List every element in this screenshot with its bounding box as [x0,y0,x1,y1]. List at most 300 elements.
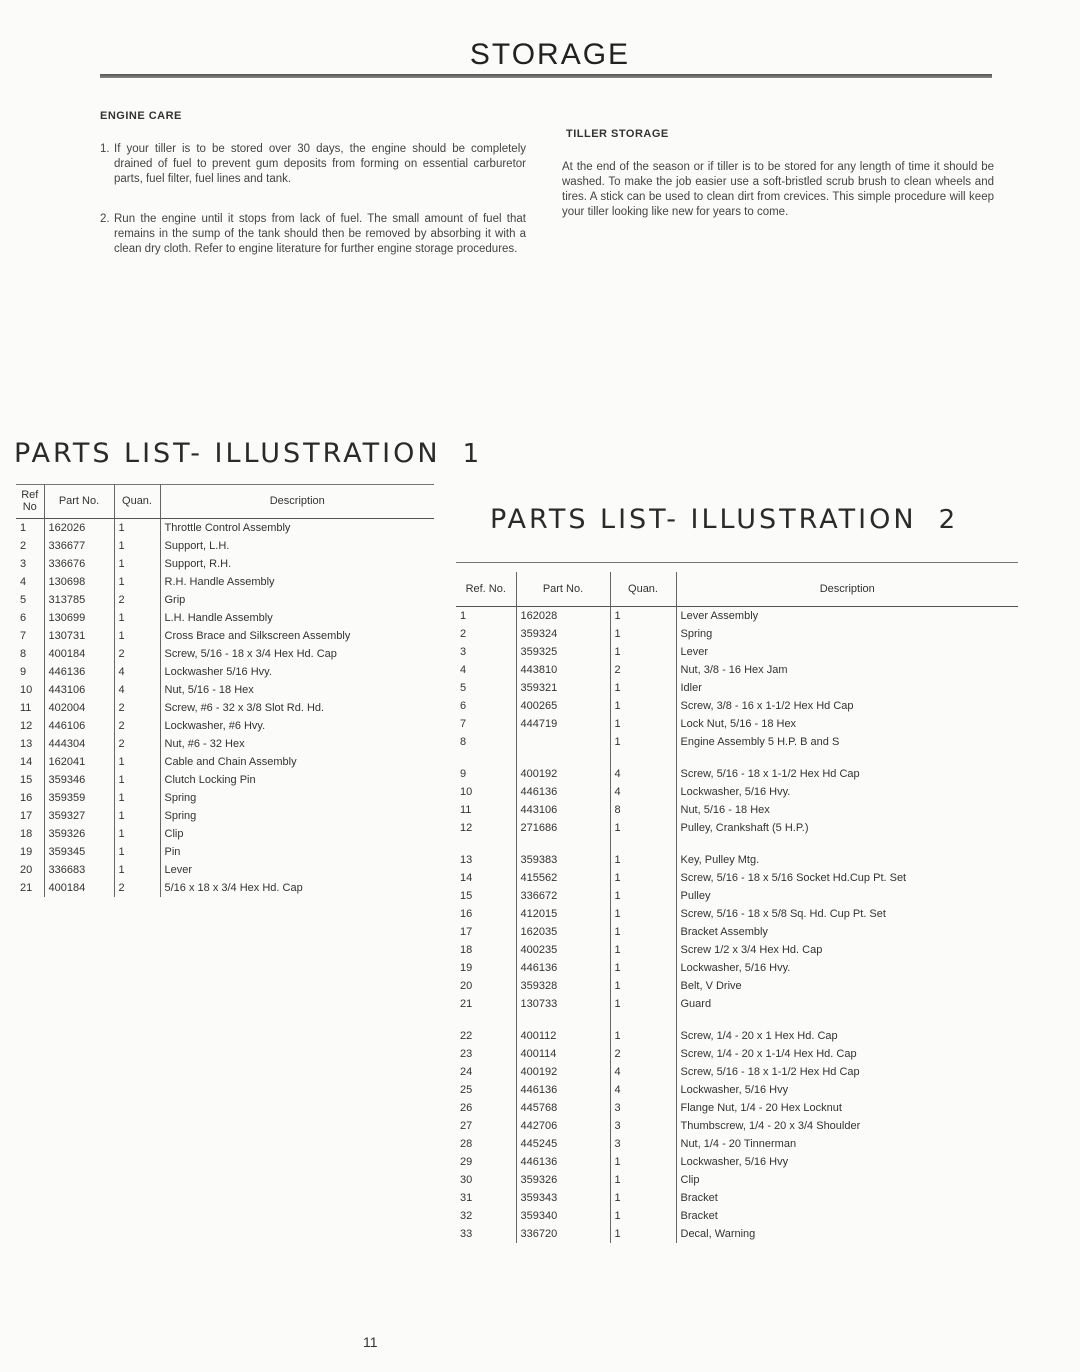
part-part-cell: 446106 [44,717,114,735]
part-ref-cell: 6 [16,609,44,627]
part-desc-cell: Bracket Assembly [680,926,768,938]
parts-list-2-row [456,765,1018,783]
part-quan-cell: 1 [610,959,676,977]
parts-list-2-title-text: PARTS LIST- ILLUSTRATION [490,504,917,535]
parts-list-2-row [456,643,1018,661]
parts-list-1-row [16,699,434,717]
part-desc-cell: Idler [680,682,702,694]
part-ref-cell: 33 [456,1225,516,1243]
parts-list-1-row [16,555,434,573]
part-quan-cell: 2 [610,661,676,679]
part-part-cell: 446136 [516,959,610,977]
parts-list-2-row [456,783,1018,801]
part-part-cell: 443810 [516,661,610,679]
parts-list-2-row [456,995,1018,1013]
part-part-cell: 446136 [516,1153,610,1171]
part-ref-cell: 27 [456,1117,516,1135]
part-ref-cell: 21 [16,879,44,897]
part-ref-cell: 19 [456,959,516,977]
part-desc-cell: Thumbscrew, 1/4 - 20 x 3/4 Shoulder [680,1120,861,1132]
part-ref-cell: 11 [16,699,44,717]
parts-list-2-row [456,1081,1018,1099]
part-ref-cell: 1 [16,519,44,538]
part-part-cell: 271686 [516,819,610,837]
part-ref-cell: 10 [456,783,516,801]
part-desc-cell: Pulley, Crankshaft (5 H.P.) [680,822,809,834]
part-desc-cell: Lockwasher 5/16 Hvy. [164,666,272,678]
part-part-cell: 336720 [516,1225,610,1243]
part-desc-cell: Cross Brace and Silkscreen Assembly [164,630,351,642]
part-quan-cell: 1 [610,679,676,697]
part-desc-cell: Nut, 1/4 - 20 Tinnerman [680,1138,797,1150]
parts-list-1-row [16,843,434,861]
parts-list-2-row [456,661,1018,679]
parts-list-2-row [456,851,1018,869]
part-quan-cell: 1 [114,519,160,538]
parts-list-1-table [16,484,434,897]
part-ref-cell: 12 [16,717,44,735]
parts-list-2-row [456,1045,1018,1063]
parts-list-1-row [16,717,434,735]
part-part-cell: 336676 [44,555,114,573]
part-part-cell: 359328 [516,977,610,995]
parts-list-2-row [456,1135,1018,1153]
parts-list-2-title [490,504,958,535]
part-quan-cell: 1 [114,807,160,825]
part-part-cell: 359383 [516,851,610,869]
part-quan-cell: 4 [114,663,160,681]
part-quan-cell: 1 [610,977,676,995]
part-part-cell: 445768 [516,1099,610,1117]
engine-care-item-1 [100,142,526,187]
parts-list-1-row [16,789,434,807]
part-quan-cell: 1 [114,753,160,771]
part-desc-cell: Flange Nut, 1/4 - 20 Hex Locknut [680,1102,842,1114]
parts-list-1-row [16,879,434,897]
part-desc-cell: Lock Nut, 5/16 - 18 Hex [680,718,797,730]
parts-list-1-row [16,771,434,789]
part-part-cell: 162028 [516,607,610,626]
part-desc-cell: Screw, #6 - 32 x 3/8 Slot Rd. Hd. [164,702,325,714]
part-desc-cell: Spring [164,810,197,822]
part-quan-cell: 1 [114,825,160,843]
part-desc-cell: Pin [164,846,181,858]
part-quan-cell: 1 [610,733,676,751]
part-quan-cell: 1 [610,643,676,661]
part-part-cell: 162026 [44,519,114,538]
part-desc-cell: Key, Pulley Mtg. [680,854,760,866]
part-desc-cell: Lever [164,864,193,876]
parts-list-1-row [16,825,434,843]
part-ref-cell: 23 [456,1045,516,1063]
part-quan-cell: 1 [610,887,676,905]
engine-care-item-2-text: Run the engine until it stops from lack of fuel. The small amount of fuel that remains in the sump of the tank should then be removed by absorbing it with a clean dry cloth. Refer to engine literature for further engine storage procedures. [114,213,526,255]
engine-care-item-2 [100,212,526,257]
part-quan-cell: 1 [610,607,676,626]
part-quan-cell: 1 [610,923,676,941]
part-desc-cell: Belt, V Drive [680,980,742,992]
part-part-cell: 400112 [516,1027,610,1045]
part-quan-cell: 1 [610,1153,676,1171]
parts-list-2-row [456,697,1018,715]
parts-list-1-row [16,537,434,555]
part-desc-cell: Grip [164,594,186,606]
part-ref-cell: 16 [16,789,44,807]
part-desc-cell: R.H. Handle Assembly [164,576,275,588]
parts-list-1-header-ref: Ref No [16,484,44,519]
part-desc-cell: Screw, 5/16 - 18 x 1-1/2 Hex Hd Cap [680,1066,860,1078]
tiller-storage-heading: TILLER STORAGE [566,128,669,140]
part-ref-cell: 5 [456,679,516,697]
part-ref-cell: 8 [456,733,516,751]
part-part-cell: 445245 [516,1135,610,1153]
parts-list-1-row [16,609,434,627]
part-desc-cell: Lockwasher, 5/16 Hvy. [680,962,791,974]
part-quan-cell: 1 [610,1027,676,1045]
engine-care-item-2-num: 2. [100,213,110,225]
part-ref-cell: 19 [16,843,44,861]
part-ref-cell: 8 [16,645,44,663]
part-part-cell: 359345 [44,843,114,861]
part-quan-cell: 1 [114,573,160,591]
parts-list-2-row [456,905,1018,923]
part-ref-cell: 13 [456,851,516,869]
parts-list-2-number: 2 [938,505,959,535]
part-part-cell: 359346 [44,771,114,789]
part-desc-cell: Screw, 5/16 - 18 x 5/8 Sq. Hd. Cup Pt. Set [680,908,886,920]
part-desc-cell: 5/16 x 18 x 3/4 Hex Hd. Cap [164,882,303,894]
part-part-cell: 446136 [44,663,114,681]
part-quan-cell: 1 [114,627,160,645]
parts-list-2-table [456,572,1018,1243]
parts-list-2-row [456,1117,1018,1135]
part-desc-cell: Support, L.H. [164,540,230,552]
part-desc-cell: Nut, #6 - 32 Hex [164,738,245,750]
part-desc-cell: Screw, 5/16 - 18 x 3/4 Hex Hd. Cap [164,648,337,660]
part-part-cell: 400114 [516,1045,610,1063]
part-quan-cell: 1 [610,697,676,715]
part-desc-cell: Guard [680,998,712,1010]
part-quan-cell: 4 [610,783,676,801]
part-quan-cell: 1 [114,555,160,573]
part-quan-cell: 2 [114,717,160,735]
parts-list-1-row [16,627,434,645]
part-part-cell: 359340 [516,1207,610,1225]
part-ref-cell: 15 [456,887,516,905]
parts-list-1-row [16,519,434,538]
part-ref-cell: 2 [456,625,516,643]
part-part-cell: 359324 [516,625,610,643]
part-desc-cell: Screw, 1/4 - 20 x 1-1/4 Hex Hd. Cap [680,1048,857,1060]
part-quan-cell: 1 [114,609,160,627]
part-part-cell: 400192 [516,1063,610,1081]
part-part-cell: 359321 [516,679,610,697]
part-desc-cell: Screw, 1/4 - 20 x 1 Hex Hd. Cap [680,1030,838,1042]
parts-list-1-title-text: PARTS LIST- ILLUSTRATION [14,438,441,469]
parts-list-2-row [456,1189,1018,1207]
parts-list-2-header-quan: Quan. [610,572,676,607]
parts-list-2-row [456,959,1018,977]
part-part-cell: 162041 [44,753,114,771]
part-part-cell: 400265 [516,697,610,715]
part-quan-cell: 1 [610,869,676,887]
part-part-cell: 359327 [44,807,114,825]
parts-list-2-row [456,801,1018,819]
part-part-cell: 446136 [516,1081,610,1099]
part-ref-cell: 29 [456,1153,516,1171]
part-quan-cell: 4 [610,1081,676,1099]
part-ref-cell: 16 [456,905,516,923]
engine-care-heading: ENGINE CARE [100,110,182,122]
part-desc-cell: Lockwasher, 5/16 Hvy [680,1084,789,1096]
parts-list-1-row [16,753,434,771]
part-ref-cell: 26 [456,1099,516,1117]
part-ref-cell: 9 [456,765,516,783]
part-ref-cell: 9 [16,663,44,681]
part-ref-cell: 11 [456,801,516,819]
part-ref-cell: 31 [456,1189,516,1207]
part-desc-cell: Spring [680,628,713,640]
part-desc-cell: Screw 1/2 x 3/4 Hex Hd. Cap [680,944,823,956]
part-part-cell: 444304 [44,735,114,753]
part-part-cell: 443106 [44,681,114,699]
part-desc-cell: Nut, 3/8 - 16 Hex Jam [680,664,788,676]
part-quan-cell: 3 [610,1135,676,1153]
engine-care-item-1-num: 1. [100,143,110,155]
part-part-cell: 400235 [516,941,610,959]
part-ref-cell: 17 [16,807,44,825]
part-ref-cell: 3 [456,643,516,661]
part-desc-cell: Engine Assembly 5 H.P. B and S [680,736,840,748]
part-part-cell: 359326 [516,1171,610,1189]
part-desc-cell: L.H. Handle Assembly [164,612,273,624]
group-spacer [456,837,1018,851]
parts-list-2-row [456,1207,1018,1225]
parts-list-2-row [456,941,1018,959]
part-desc-cell: Lockwasher, 5/16 Hvy [680,1156,789,1168]
part-quan-cell: 1 [610,851,676,869]
parts-list-2-top-border [456,562,1018,563]
parts-list-2-header-desc: Description [676,572,1018,607]
part-ref-cell: 12 [456,819,516,837]
part-quan-cell: 1 [610,625,676,643]
part-ref-cell: 24 [456,1063,516,1081]
part-ref-cell: 15 [16,771,44,789]
parts-list-2-row [456,733,1018,751]
part-quan-cell: 2 [114,735,160,753]
engine-care-item-1-text: If your tiller is to be stored over 30 days, the engine should be completely drained of fuel to prevent gum deposits from forming on essential carburetor parts, fuel filter, fuel lines and tank. [114,143,526,185]
page-number: 11 [363,1334,378,1350]
part-desc-cell: Clip [164,828,184,840]
part-quan-cell: 1 [610,905,676,923]
part-quan-cell: 4 [114,681,160,699]
parts-list-2-row [456,1153,1018,1171]
parts-list-1-header-quan: Quan. [114,484,160,519]
part-part-cell: 400192 [516,765,610,783]
part-desc-cell: Screw, 5/16 - 18 x 1-1/2 Hex Hd Cap [680,768,860,780]
part-ref-cell: 2 [16,537,44,555]
part-quan-cell: 1 [114,537,160,555]
parts-list-1-number: 1 [462,439,483,469]
part-part-cell: 359343 [516,1189,610,1207]
part-ref-cell: 10 [16,681,44,699]
part-ref-cell: 13 [16,735,44,753]
storage-title: STORAGE [469,38,631,71]
part-quan-cell: 2 [114,591,160,609]
part-part-cell: 359326 [44,825,114,843]
part-quan-cell: 1 [610,1225,676,1243]
parts-list-2-row [456,1027,1018,1045]
parts-list-1-row [16,591,434,609]
part-ref-cell: 20 [456,977,516,995]
part-ref-cell: 30 [456,1171,516,1189]
part-part-cell: 400184 [44,645,114,663]
part-ref-cell: 5 [16,591,44,609]
part-quan-cell: 2 [114,699,160,717]
part-quan-cell: 2 [610,1045,676,1063]
part-desc-cell: Lockwasher, 5/16 Hvy. [680,786,791,798]
part-desc-cell: Nut, 5/16 - 18 Hex [164,684,254,696]
part-desc-cell: Nut, 5/16 - 18 Hex [680,804,770,816]
part-part-cell: 444719 [516,715,610,733]
part-desc-cell: Throttle Control Assembly [164,522,291,534]
part-quan-cell: 3 [610,1099,676,1117]
part-quan-cell: 2 [114,879,160,897]
part-ref-cell: 22 [456,1027,516,1045]
parts-list-1-row [16,681,434,699]
part-desc-cell: Pulley [680,890,711,902]
part-ref-cell: 14 [456,869,516,887]
part-quan-cell: 2 [114,645,160,663]
part-desc-cell: Clutch Locking Pin [164,774,256,786]
title-rule [100,74,992,78]
part-part-cell: 400184 [44,879,114,897]
part-ref-cell: 21 [456,995,516,1013]
parts-list-2-row [456,1225,1018,1243]
part-part-cell: 130731 [44,627,114,645]
part-part-cell: 162035 [516,923,610,941]
parts-list-2-row [456,1099,1018,1117]
parts-list-1-title [14,438,482,469]
parts-list-1-row [16,807,434,825]
part-quan-cell: 1 [610,941,676,959]
part-part-cell: 336683 [44,861,114,879]
part-ref-cell: 4 [16,573,44,591]
part-desc-cell: Bracket [680,1210,718,1222]
part-part-cell: 446136 [516,783,610,801]
parts-list-1-row [16,573,434,591]
part-part-cell: 443106 [516,801,610,819]
part-desc-cell: Lever Assembly [680,610,759,622]
parts-list-1-header-part: Part No. [44,484,114,519]
part-part-cell: 336677 [44,537,114,555]
part-quan-cell: 1 [610,995,676,1013]
part-desc-cell: Spring [164,792,197,804]
part-desc-cell: Support, R.H. [164,558,232,570]
group-spacer [456,1013,1018,1027]
part-part-cell: 313785 [44,591,114,609]
part-ref-cell: 18 [456,941,516,959]
part-ref-cell: 32 [456,1207,516,1225]
parts-list-2-row [456,679,1018,697]
part-ref-cell: 25 [456,1081,516,1099]
part-quan-cell: 1 [610,1171,676,1189]
part-ref-cell: 6 [456,697,516,715]
parts-list-1-row [16,735,434,753]
parts-list-2-row [456,1063,1018,1081]
parts-list-2-row [456,715,1018,733]
part-part-cell: 402004 [44,699,114,717]
parts-list-1-row [16,861,434,879]
part-part-cell: 359359 [44,789,114,807]
part-quan-cell: 1 [610,1189,676,1207]
part-quan-cell: 1 [114,789,160,807]
part-ref-cell: 3 [16,555,44,573]
parts-list-2-row [456,819,1018,837]
part-desc-cell: Screw, 3/8 - 16 x 1-1/2 Hex Hd Cap [680,700,854,712]
part-desc-cell: Bracket [680,1192,718,1204]
parts-list-2-row [456,977,1018,995]
part-quan-cell: 1 [114,771,160,789]
parts-list-2-row [456,923,1018,941]
parts-list-2-header-ref: Ref. No. [456,572,516,607]
part-ref-cell: 20 [16,861,44,879]
parts-list-2-row [456,1171,1018,1189]
part-ref-cell: 14 [16,753,44,771]
part-quan-cell: 1 [610,715,676,733]
part-desc-cell: Screw, 5/16 - 18 x 5/16 Socket Hd.Cup Pt. Set [680,872,907,884]
part-desc-cell: Lockwasher, #6 Hvy. [164,720,266,732]
part-quan-cell: 8 [610,801,676,819]
part-ref-cell: 7 [16,627,44,645]
part-ref-cell: 1 [456,607,516,626]
parts-list-2-row [456,607,1018,626]
parts-list-1-header-desc: Description [160,484,434,519]
parts-list-2-row [456,625,1018,643]
part-desc-cell: Cable and Chain Assembly [164,756,297,768]
part-desc-cell: Decal, Warning [680,1228,756,1240]
tiller-storage-text: At the end of the season or if tiller is to be stored for any length of time it should be washed. To make the job easier use a soft-bristled scrub brush to clean wheels and tires. A stick can be used to clean dirt from crevices. This simple procedure will keep your tiller looking like new for years to come. [562,161,994,218]
part-ref-cell: 4 [456,661,516,679]
part-quan-cell: 1 [610,819,676,837]
part-part-cell: 130699 [44,609,114,627]
group-spacer [456,751,1018,765]
part-part-cell: 359325 [516,643,610,661]
part-ref-cell: 7 [456,715,516,733]
part-ref-cell: 17 [456,923,516,941]
part-ref-cell: 18 [16,825,44,843]
part-part-cell: 415562 [516,869,610,887]
part-quan-cell: 4 [610,765,676,783]
part-part-cell: 442706 [516,1117,610,1135]
part-desc-cell: Clip [680,1174,700,1186]
parts-list-1-row [16,663,434,681]
part-part-cell: 336672 [516,887,610,905]
parts-list-1-row [16,645,434,663]
part-part-cell: 130733 [516,995,610,1013]
part-desc-cell: Lever [680,646,709,658]
part-quan-cell: 3 [610,1117,676,1135]
parts-list-2-header-part: Part No. [516,572,610,607]
parts-list-2-row [456,887,1018,905]
part-quan-cell: 1 [610,1207,676,1225]
parts-list-2-row [456,869,1018,887]
part-part-cell: 130698 [44,573,114,591]
part-quan-cell: 1 [114,843,160,861]
part-ref-cell: 28 [456,1135,516,1153]
part-part-cell [516,733,610,751]
part-quan-cell: 4 [610,1063,676,1081]
